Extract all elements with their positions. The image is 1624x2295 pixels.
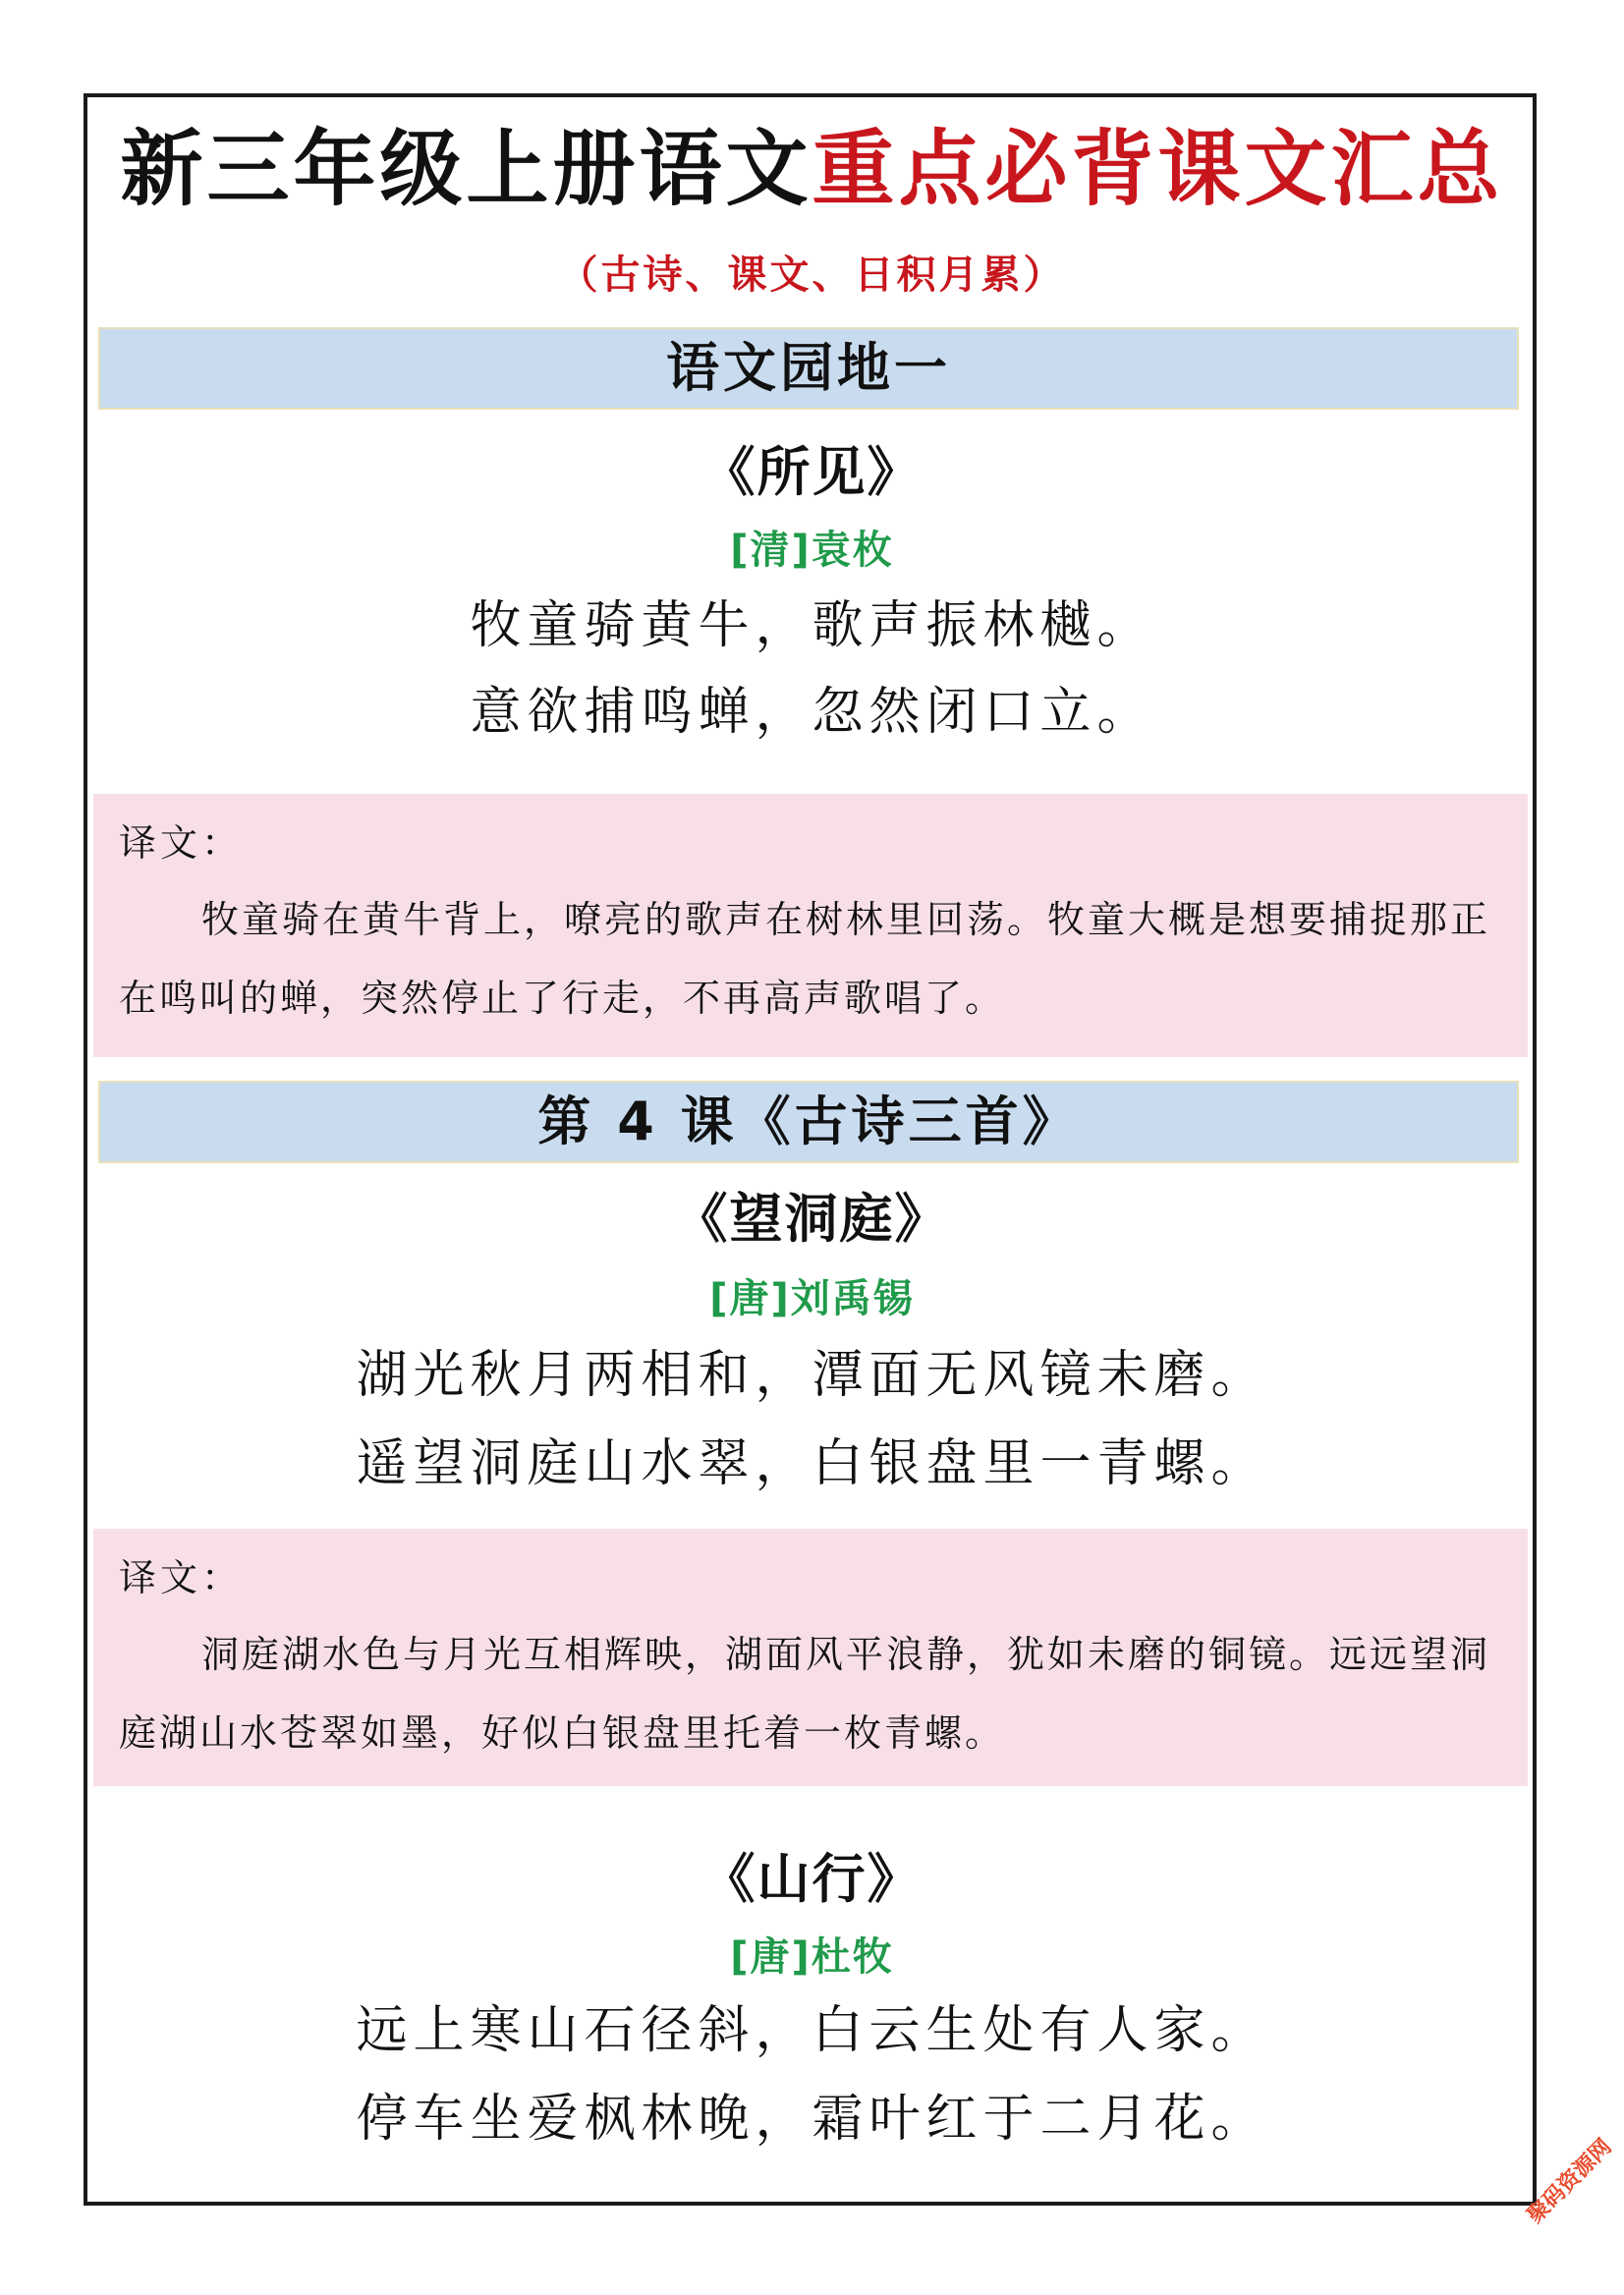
poem-title: 《所见》 [701,441,923,503]
title-red: 重点必背课文汇总 [812,121,1504,217]
poem-title: 《望洞庭》 [674,1188,950,1250]
translation-text: 牧童骑在黄牛背上，嘹亮的歌声在树林里回荡。牧童大概是想要捕捉那正在鸣叫的蝉，突然停止了行走，不再高声歌唱了。 [119,898,1491,1020]
translation-text: 洞庭湖水色与月光互相辉映，湖面风平浪静，犹如未磨的铜镜。远远望洞庭湖山水苍翠如墨，好似白银盘里托着一枚青螺。 [119,1633,1491,1755]
section-heading: 语文园地一 [98,327,1519,410]
translation-box [93,794,1528,1057]
translation-label: 译文： [119,1556,244,1599]
poem-author: [清]袁枚 [730,528,894,573]
poem-author: [唐]杜牧 [730,1934,894,1980]
title-black: 新三年级上册语文 [120,121,812,217]
poem-title: 《山行》 [701,1848,923,1910]
poem-line: 湖光秋月两相和，潭面无风镜未磨。 [356,1346,1268,1405]
poem-line: 牧童骑黄牛，歌声振林樾。 [470,596,1154,655]
section-heading: 第 4 课《古诗三首》 [98,1081,1519,1163]
poem-line: 停车坐爱枫林晚，霜叶红于二月花。 [356,2090,1268,2149]
poem-line: 远上寒山石径斜，白云生处有人家。 [356,2001,1268,2060]
translation-label: 译文： [119,821,244,865]
translation-box [93,1529,1528,1786]
poem-line: 意欲捕鸣蝉，忽然闭口立。 [470,683,1154,742]
poem-author: [唐]刘禹锡 [709,1276,915,1321]
poem-line: 遥望洞庭山水翠，白银盘里一青螺。 [356,1434,1268,1493]
watermark: 聚码资源网 [1523,2134,1617,2229]
page-subtitle: （古诗、课文、日积月累） [558,252,1066,298]
page-title [0,120,1624,218]
